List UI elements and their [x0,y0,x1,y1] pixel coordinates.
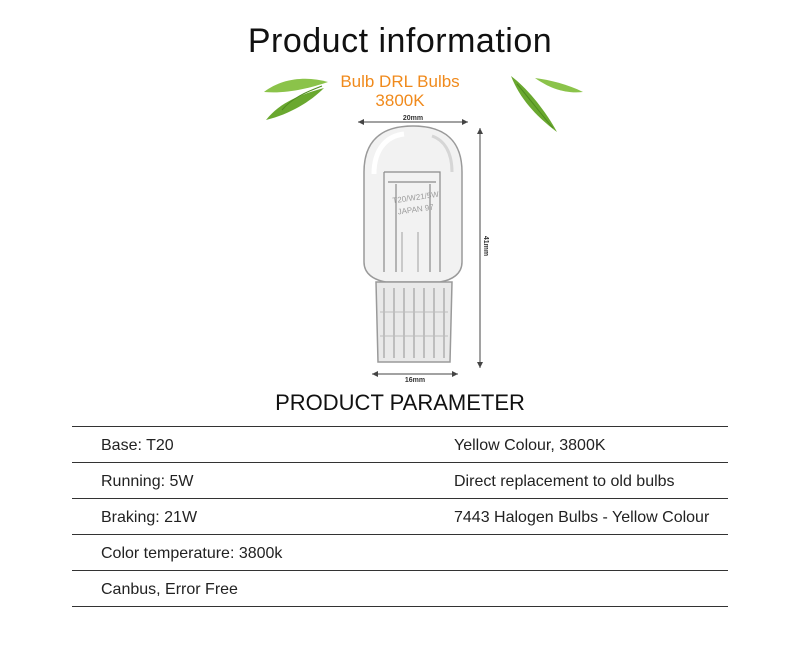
param-braking: Braking: 21W [101,509,198,526]
table-row [72,463,728,499]
subtitle-line-2: 3800K [375,91,425,110]
dim-width-top: 20mm [402,115,424,122]
param-running: Running: 5W [101,473,194,490]
param-replacement: Direct replacement to old bulbs [454,473,675,490]
bulb-print-line-1: T20/W21/5W [391,189,440,206]
table-row [72,499,728,535]
bulb-diagram [340,112,500,384]
product-subtitle [0,72,800,110]
param-canbus: Canbus, Error Free [101,581,238,598]
subtitle-line-1: Bulb DRL Bulbs [340,72,460,91]
dim-width-bottom: 16mm [404,377,426,384]
param-colour: Yellow Colour, 3800K [454,437,606,454]
leaf-decoration-right-icon [505,70,585,136]
param-base: Base: T20 [101,437,174,454]
table-row [72,535,728,571]
table-row [72,571,728,607]
bulb-print-line-2: JAPAN 97 [397,202,435,217]
table-row [72,427,728,463]
dim-height: 41mm [482,235,489,257]
parameter-heading: PRODUCT PARAMETER [275,390,525,415]
param-model: 7443 Halogen Bulbs - Yellow Colour [454,509,710,526]
page-title: Product information [247,22,553,60]
param-color-temperature: Color temperature: 3800k [101,545,283,562]
parameter-table [72,426,728,607]
leaf-decoration-left-icon [262,70,332,130]
